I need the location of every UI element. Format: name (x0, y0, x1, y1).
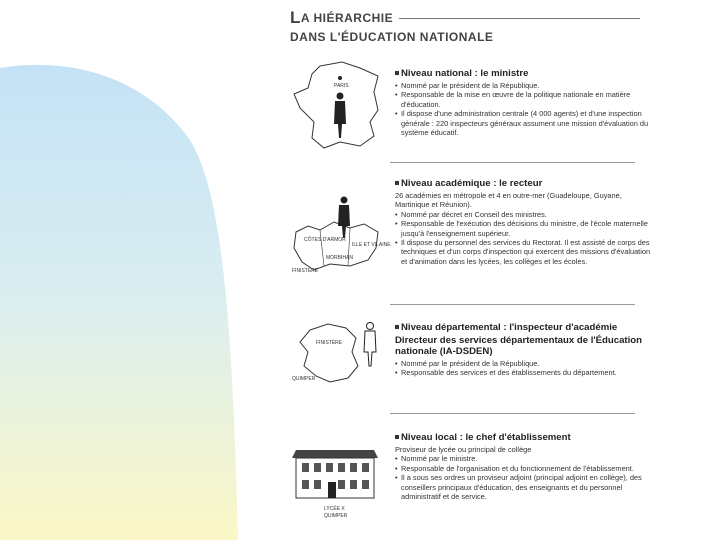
section-divider (390, 304, 635, 305)
map-label-cotes: CÔTES D'ARMOR (304, 237, 346, 243)
finistere-map-illustration (290, 316, 382, 396)
title-rule (399, 18, 640, 19)
school-label-lycee: LYCÉE X (324, 506, 345, 512)
map-label-ille: ILLE ET VILAINE (352, 242, 391, 248)
list-item: • Il dispose d'une administration centrale (4 000 agents) et d'une inspection générale : 220 inspecteurs généraux assument une mission d'évaluation du système éducatif. (395, 109, 657, 137)
list-item: • Il dispose du personnel des services du Rectorat. Il est assisté de corps des techniques et d'un corps d'inspection qui exercent des missions d'évaluation et d'animation dans les lycées, les collèges et les écoles. (395, 238, 657, 266)
map-label-finistere: FINISTÈRE (292, 268, 319, 274)
map-label-morbihan: MORBIHAN (326, 255, 353, 261)
section-divider (390, 162, 635, 163)
document-page (270, 0, 650, 540)
section-divider (390, 413, 635, 414)
list-item: • Responsable des services et des établissements du département. (395, 368, 657, 377)
list-item: • Responsable de l'exécution des décisions du ministre, de l'école maternelle jusqu'à l'enseignement supérieur. (395, 219, 657, 238)
list-item: • Il a sous ses ordres un proviseur adjoint (principal adjoint en collège), des conseillers principaux d'éducation, des enseignants et du personnel administratif et de service. (395, 473, 657, 501)
list-item: • Nommé par le ministre. (395, 454, 657, 463)
heading-academique: Niveau académique : le recteur (401, 178, 543, 189)
school-building-illustration (290, 438, 382, 528)
list-item: • Responsable de l'organisation et du fonctionnement de l'établissement. (395, 464, 657, 473)
map-label-quimper: QUIMPER (292, 376, 316, 382)
heading-local: Niveau local : le chef d'établissement (401, 432, 571, 443)
subheading-proviseur: Proviseur de lycée ou principal de collège (395, 445, 532, 454)
document-title (290, 8, 640, 44)
list-item: • Nommé par décret en Conseil des ministres. (395, 210, 657, 219)
heading-national: Niveau national : le ministre (401, 68, 529, 79)
list-item: • Nommé par le président de la République. (395, 359, 657, 368)
france-map-illustration (290, 58, 382, 158)
academie-intro: 26 académies en métropole et 4 en outre-mer (Guadeloupe, Guyane, Martinique et Réunion). (395, 191, 622, 210)
title-line1: A HIÉRARCHIE (300, 11, 394, 25)
title-line2: DANS L'ÉDUCATION NATIONALE (290, 30, 494, 44)
heading-departemental: Niveau départemental : l'inspecteur d'académie (401, 322, 618, 333)
subheading-ia-dsden: Directeur des services départementaux de l'Éducation nationale (IA-DSDEN) (395, 335, 643, 357)
map-label-paris: PARIS (334, 83, 349, 89)
title-first-letter: L (290, 8, 301, 27)
list-item: • Nommé par le président de la République. (395, 81, 657, 90)
school-label-quimper: QUIMPER (324, 513, 348, 519)
list-item: • Responsable de la mise en œuvre de la politique nationale en matière d'éducation. (395, 90, 657, 109)
map-label-finistere: FINISTÈRE (316, 340, 343, 346)
brittany-map-illustration (290, 186, 391, 286)
